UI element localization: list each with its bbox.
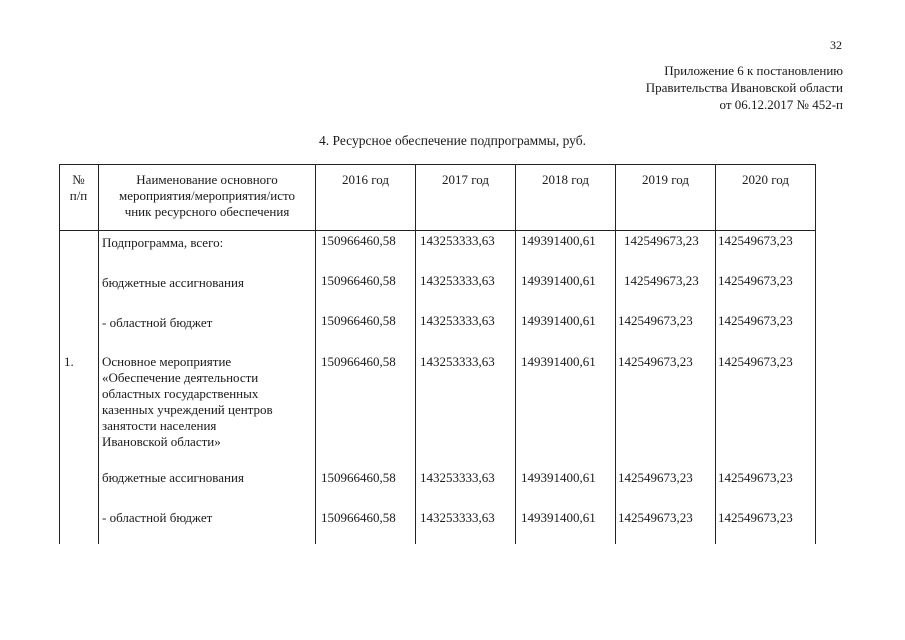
row-name-line-6: Ивановской области» (102, 434, 221, 449)
value-2019: 142549673,23 (618, 470, 693, 485)
header-name-line-2: мероприятия/мероприятия/исто (119, 188, 295, 203)
value-2020: 142549673,23 (718, 233, 793, 248)
header-num (59, 172, 98, 204)
row-name-line-4: казенных учреждений центров (102, 402, 273, 417)
value-2018: 149391400,61 (521, 510, 596, 525)
row-num: 1. (64, 354, 74, 369)
header-year-2019: 2019 год (642, 172, 689, 187)
row-name: - областной бюджет (102, 510, 213, 525)
row-name-line-3: областных государственных (102, 386, 259, 401)
value-2018: 149391400,61 (521, 313, 596, 328)
appendix-block (646, 62, 843, 113)
value-2020: 142549673,23 (718, 313, 793, 328)
header-num-line-2: п/п (69, 188, 88, 203)
col-border-7 (815, 164, 816, 544)
value-2017: 143253333,63 (420, 354, 495, 369)
row-name-line-5: занятости населения (102, 418, 217, 433)
col-border-3 (415, 164, 416, 544)
row-name: - областной бюджет (102, 315, 213, 330)
value-2018: 149391400,61 (521, 233, 596, 248)
row-name: бюджетные ассигнования (102, 470, 244, 485)
header-num-line-1: № (72, 172, 85, 187)
row-name-line-2: «Обеспечение деятельности (102, 370, 259, 385)
header-bottom-border (59, 230, 815, 231)
page-number: 32 (830, 38, 842, 52)
row-name (102, 354, 314, 450)
value-2019: 142549673,23 (618, 354, 693, 369)
row-name: бюджетные ассигнования (102, 275, 244, 290)
value-2017: 143253333,63 (420, 273, 495, 288)
appendix-line-1: Приложение 6 к постановлению (664, 63, 843, 78)
value-2019: 142549673,23 (618, 510, 693, 525)
value-2018: 149391400,61 (521, 354, 596, 369)
header-name-line-3: чник ресурсного обеспечения (124, 204, 290, 219)
value-2020: 142549673,23 (718, 510, 793, 525)
row-name: Подпрограмма, всего: (102, 235, 224, 250)
appendix-line-3: от 06.12.2017 № 452-п (719, 97, 843, 112)
header-year-2017: 2017 год (442, 172, 489, 187)
col-border-0 (59, 164, 60, 544)
value-2017: 143253333,63 (420, 470, 495, 485)
value-2020: 142549673,23 (718, 354, 793, 369)
value-2017: 143253333,63 (420, 510, 495, 525)
col-border-2 (315, 164, 316, 544)
value-2016: 150966460,58 (321, 470, 396, 485)
value-2018: 149391400,61 (521, 470, 596, 485)
col-border-5 (615, 164, 616, 544)
header-year-2018: 2018 год (542, 172, 589, 187)
appendix-line-2: Правительства Ивановской области (645, 80, 843, 95)
value-2016: 150966460,58 (321, 273, 396, 288)
value-2016: 150966460,58 (321, 233, 396, 248)
col-border-6 (715, 164, 716, 544)
value-2020: 142549673,23 (718, 470, 793, 485)
col-border-1 (98, 164, 99, 544)
value-2018: 149391400,61 (521, 273, 596, 288)
value-2019: 142549673,23 (618, 313, 693, 328)
value-2019: 142549673,23 (624, 273, 699, 288)
value-2019: 142549673,23 (624, 233, 699, 248)
resource-table (59, 164, 815, 544)
row-name-line-1: Основное мероприятие (102, 354, 232, 369)
value-2016: 150966460,58 (321, 510, 396, 525)
header-year-2016: 2016 год (342, 172, 389, 187)
header-name-line-1: Наименование основного (136, 172, 278, 187)
table-title: 4. Ресурсное обеспечение подпрограммы, руб. (319, 133, 586, 148)
value-2020: 142549673,23 (718, 273, 793, 288)
value-2017: 143253333,63 (420, 313, 495, 328)
value-2017: 143253333,63 (420, 233, 495, 248)
value-2016: 150966460,58 (321, 313, 396, 328)
table-border-top (59, 164, 815, 165)
col-border-4 (515, 164, 516, 544)
header-year-2020: 2020 год (742, 172, 789, 187)
value-2016: 150966460,58 (321, 354, 396, 369)
header-name (99, 172, 315, 220)
